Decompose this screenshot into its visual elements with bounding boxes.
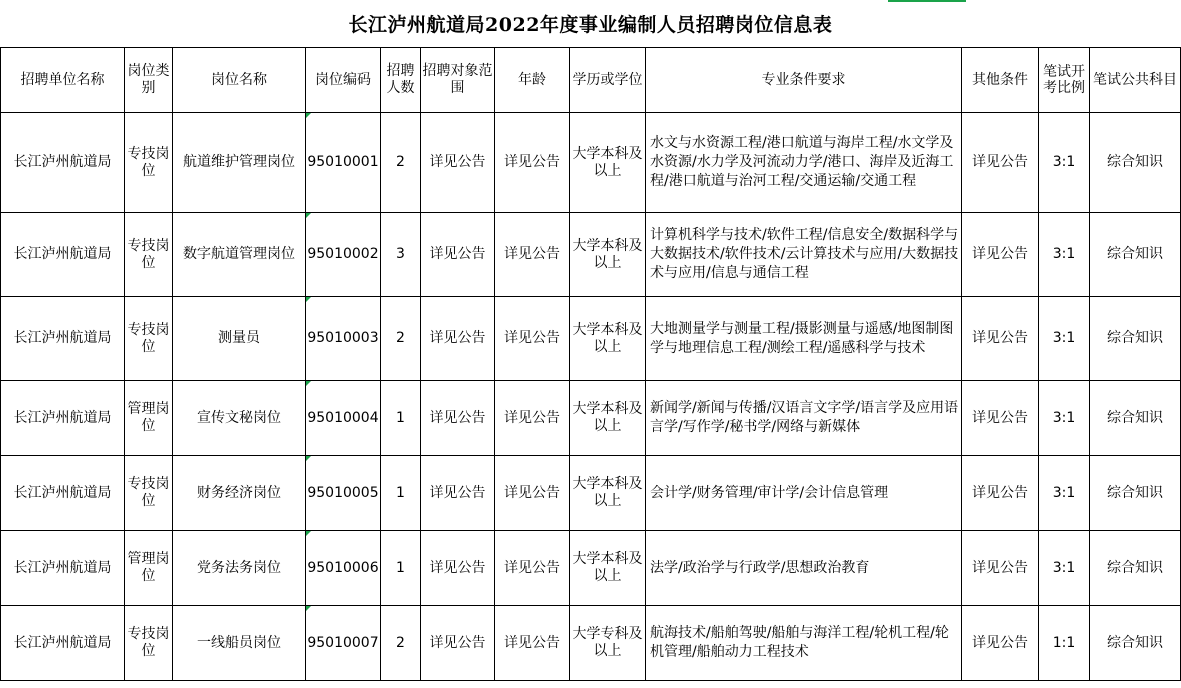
- header-scope[interactable]: 招聘对象范围: [421, 48, 495, 113]
- cell-position[interactable]: 党务法务岗位: [173, 531, 306, 606]
- cell-education[interactable]: 大学本科及以上: [570, 456, 646, 531]
- cell-ratio[interactable]: 3:1: [1039, 381, 1090, 456]
- cell-category[interactable]: 管理岗位: [125, 531, 173, 606]
- cell-category[interactable]: 专技岗位: [125, 113, 173, 213]
- table-row: [1, 381, 1181, 456]
- header-age[interactable]: 年龄: [495, 48, 570, 113]
- header-subject[interactable]: 笔试公共科目: [1090, 48, 1181, 113]
- cell-major[interactable]: 法学/政治学与行政学/思想政治教育: [646, 531, 962, 606]
- table-row: [1, 213, 1181, 297]
- table-row: [1, 113, 1181, 213]
- page-title: 长江泸州航道局2022年度事业编制人员招聘岗位信息表: [348, 14, 833, 36]
- cell-category[interactable]: 专技岗位: [125, 297, 173, 381]
- header-position[interactable]: 岗位名称: [173, 48, 306, 113]
- cell-unit[interactable]: 长江泸州航道局: [1, 456, 125, 531]
- cell-other[interactable]: 详见公告: [962, 531, 1039, 606]
- cell-count[interactable]: 2: [381, 297, 421, 381]
- cell-age[interactable]: 详见公告: [495, 297, 570, 381]
- cell-position[interactable]: 航道维护管理岗位: [173, 113, 306, 213]
- cell-other[interactable]: 详见公告: [962, 213, 1039, 297]
- cell-subject[interactable]: 综合知识: [1090, 531, 1181, 606]
- cell-major[interactable]: 航海技术/船舶驾驶/船舶与海洋工程/轮机工程/轮机管理/船舶动力工程技术: [646, 606, 962, 681]
- cell-category[interactable]: 专技岗位: [125, 213, 173, 297]
- header-count[interactable]: 招聘人数: [381, 48, 421, 113]
- cell-scope[interactable]: 详见公告: [421, 297, 495, 381]
- cell-age[interactable]: 详见公告: [495, 113, 570, 213]
- cell-ratio[interactable]: 3:1: [1039, 531, 1090, 606]
- cell-unit[interactable]: 长江泸州航道局: [1, 531, 125, 606]
- cell-category[interactable]: 专技岗位: [125, 606, 173, 681]
- cell-subject[interactable]: 综合知识: [1090, 113, 1181, 213]
- cell-ratio[interactable]: 1:1: [1039, 606, 1090, 681]
- header-education[interactable]: 学历或学位: [570, 48, 646, 113]
- cell-code[interactable]: 95010005: [306, 456, 381, 531]
- cell-major[interactable]: 会计学/财务管理/审计学/会计信息管理: [646, 456, 962, 531]
- cell-ratio[interactable]: 3:1: [1039, 456, 1090, 531]
- cell-major[interactable]: 大地测量学与测量工程/摄影测量与遥感/地图制图学与地理信息工程/测绘工程/遥感科学与技术: [646, 297, 962, 381]
- header-unit[interactable]: 招聘单位名称: [1, 48, 125, 113]
- cell-subject[interactable]: 综合知识: [1090, 381, 1181, 456]
- cell-education[interactable]: 大学本科及以上: [570, 297, 646, 381]
- cell-major[interactable]: 新闻学/新闻与传播/汉语言文字学/语言学及应用语言学/写作学/秘书学/网络与新媒体: [646, 381, 962, 456]
- cell-code[interactable]: 95010007: [306, 606, 381, 681]
- cell-other[interactable]: 详见公告: [962, 456, 1039, 531]
- cell-other[interactable]: 详见公告: [962, 297, 1039, 381]
- header-ratio[interactable]: 笔试开考比例: [1039, 48, 1090, 113]
- cell-other[interactable]: 详见公告: [962, 381, 1039, 456]
- cell-position[interactable]: 测量员: [173, 297, 306, 381]
- cell-scope[interactable]: 详见公告: [421, 606, 495, 681]
- cell-count[interactable]: 2: [381, 113, 421, 213]
- cell-scope[interactable]: 详见公告: [421, 456, 495, 531]
- cell-count[interactable]: 1: [381, 381, 421, 456]
- cell-scope[interactable]: 详见公告: [421, 531, 495, 606]
- cell-position[interactable]: 财务经济岗位: [173, 456, 306, 531]
- cell-code[interactable]: 95010002: [306, 213, 381, 297]
- cell-age[interactable]: 详见公告: [495, 381, 570, 456]
- table-row: [1, 297, 1181, 381]
- cell-age[interactable]: 详见公告: [495, 456, 570, 531]
- header-code[interactable]: 岗位编码: [306, 48, 381, 113]
- recruitment-table: [0, 47, 1181, 681]
- cell-count[interactable]: 1: [381, 456, 421, 531]
- cell-education[interactable]: 大学本科及以上: [570, 113, 646, 213]
- cell-education[interactable]: 大学本科及以上: [570, 213, 646, 297]
- cell-subject[interactable]: 综合知识: [1090, 297, 1181, 381]
- cell-subject[interactable]: 综合知识: [1090, 606, 1181, 681]
- cell-ratio[interactable]: 3:1: [1039, 297, 1090, 381]
- cell-count[interactable]: 3: [381, 213, 421, 297]
- cell-other[interactable]: 详见公告: [962, 606, 1039, 681]
- cell-major[interactable]: 计算机科学与技术/软件工程/信息安全/数据科学与大数据技术/软件技术/云计算技术与应用/大数据技术与应用/信息与通信工程: [646, 213, 962, 297]
- cell-age[interactable]: 详见公告: [495, 531, 570, 606]
- cell-age[interactable]: 详见公告: [495, 606, 570, 681]
- table-row: [1, 606, 1181, 681]
- cell-subject[interactable]: 综合知识: [1090, 456, 1181, 531]
- cell-position[interactable]: 一线船员岗位: [173, 606, 306, 681]
- cell-count[interactable]: 1: [381, 531, 421, 606]
- cell-unit[interactable]: 长江泸州航道局: [1, 213, 125, 297]
- cell-education[interactable]: 大学本科及以上: [570, 531, 646, 606]
- cell-major[interactable]: 水文与水资源工程/港口航道与海岸工程/水文学及水资源/水力学及河流动力学/港口、海岸及近海工程/港口航道与治河工程/交通运输/交通工程: [646, 113, 962, 213]
- cell-code[interactable]: 95010001: [306, 113, 381, 213]
- header-category[interactable]: 岗位类别: [125, 48, 173, 113]
- cell-ratio[interactable]: 3:1: [1039, 113, 1090, 213]
- cell-category[interactable]: 专技岗位: [125, 456, 173, 531]
- header-row: [1, 48, 1181, 113]
- cell-code[interactable]: 95010004: [306, 381, 381, 456]
- cell-code[interactable]: 95010006: [306, 531, 381, 606]
- cell-position[interactable]: 宣传文秘岗位: [173, 381, 306, 456]
- cell-code[interactable]: 95010003: [306, 297, 381, 381]
- cell-scope[interactable]: 详见公告: [421, 213, 495, 297]
- cell-education[interactable]: 大学本科及以上: [570, 381, 646, 456]
- table-row: [1, 531, 1181, 606]
- cell-subject[interactable]: 综合知识: [1090, 213, 1181, 297]
- cell-count[interactable]: 2: [381, 606, 421, 681]
- cell-unit[interactable]: 长江泸州航道局: [1, 381, 125, 456]
- cell-scope[interactable]: 详见公告: [421, 381, 495, 456]
- cell-unit[interactable]: 长江泸州航道局: [1, 113, 125, 213]
- table-row: [1, 456, 1181, 531]
- cell-education[interactable]: 大学专科及以上: [570, 606, 646, 681]
- header-major[interactable]: 专业条件要求: [646, 48, 962, 113]
- cell-position[interactable]: 数字航道管理岗位: [173, 213, 306, 297]
- cell-scope[interactable]: 详见公告: [421, 113, 495, 213]
- cell-unit[interactable]: 长江泸州航道局: [1, 606, 125, 681]
- cell-age[interactable]: 详见公告: [495, 213, 570, 297]
- cell-category[interactable]: 管理岗位: [125, 381, 173, 456]
- cell-other[interactable]: 详见公告: [962, 113, 1039, 213]
- cell-ratio[interactable]: 3:1: [1039, 213, 1090, 297]
- header-other[interactable]: 其他条件: [962, 48, 1039, 113]
- cell-unit[interactable]: 长江泸州航道局: [1, 297, 125, 381]
